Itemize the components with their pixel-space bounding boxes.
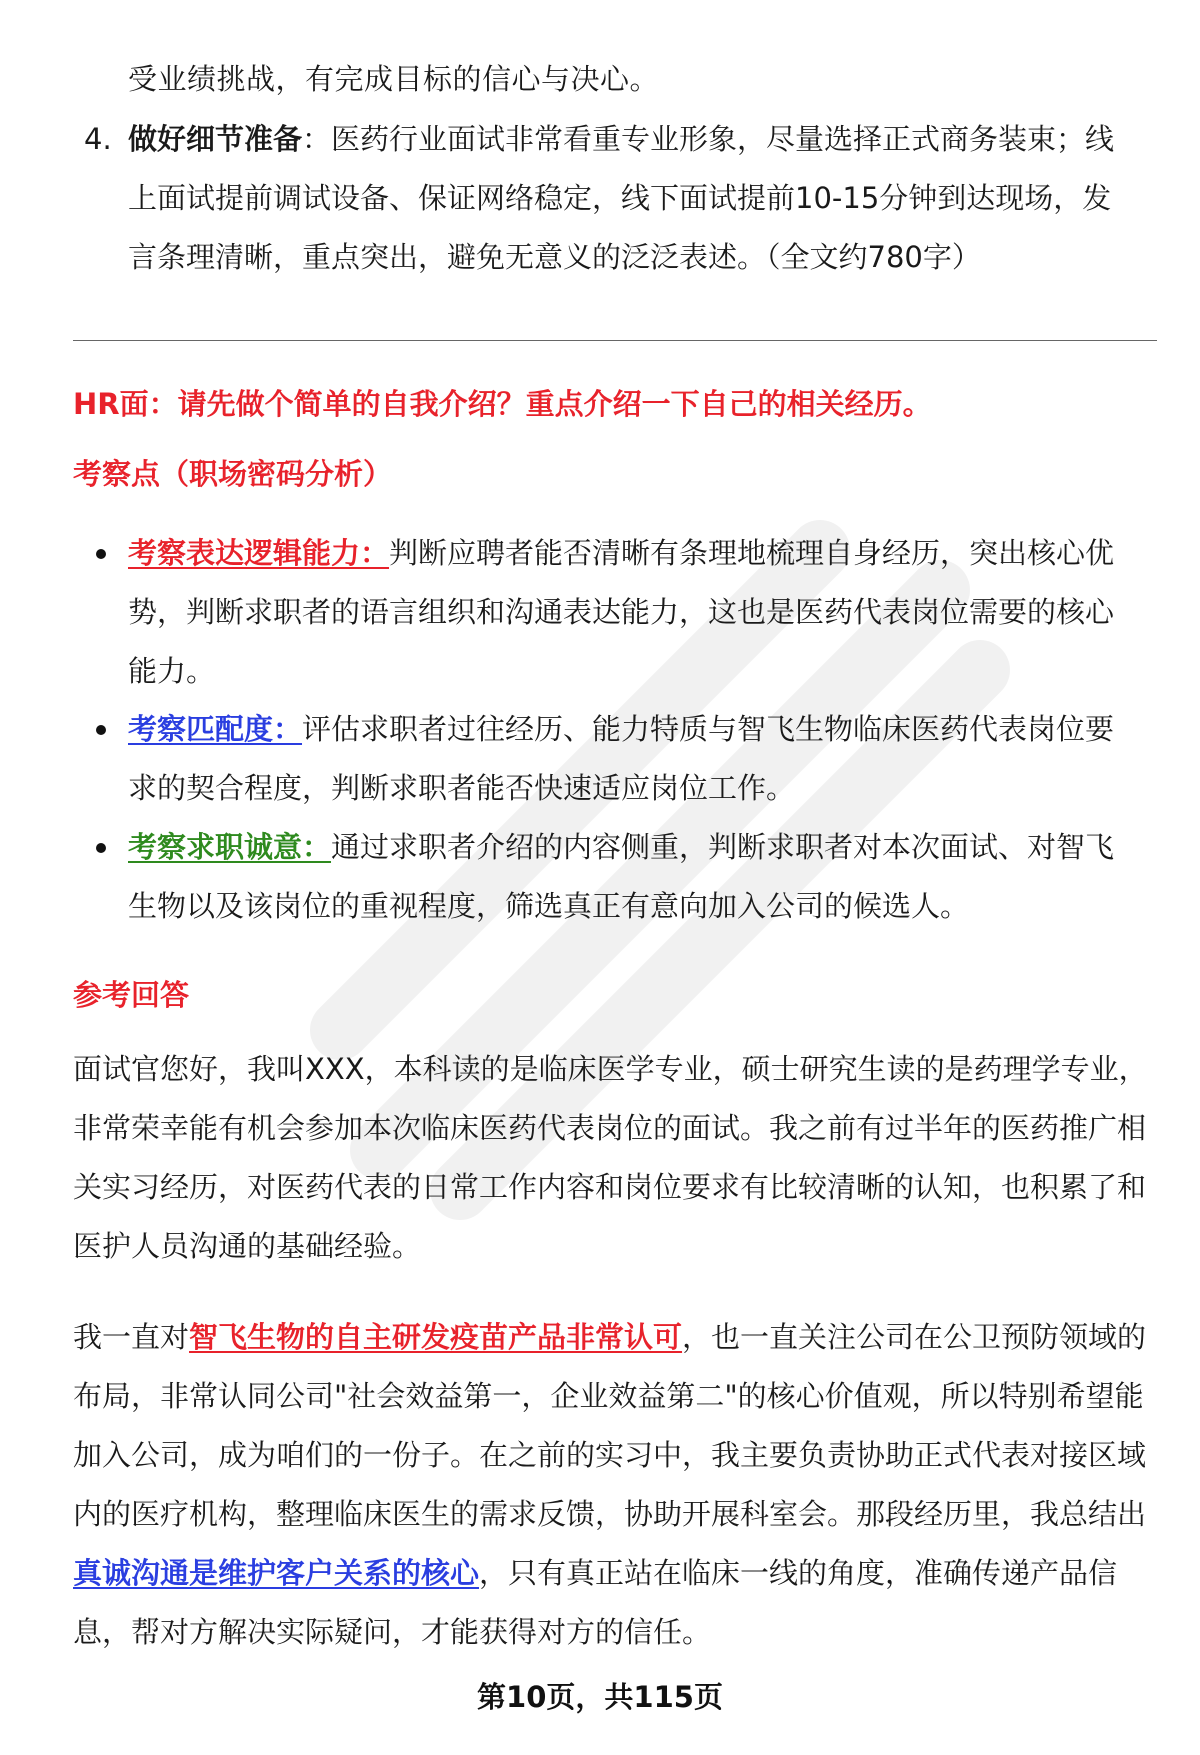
bullet-label: 考察匹配度：	[128, 712, 303, 746]
bullet-body	[128, 818, 1138, 936]
bullet-icon	[96, 549, 106, 559]
bullet-label: 考察表达逻辑能力：	[128, 536, 390, 570]
highlight-text: 真诚沟通是维护客户关系的核心	[73, 1556, 480, 1590]
paragraph-text: ，也一直关注公司在公卫预防领域的布局，非常认同公司"社会效益第一，企业效益第二"的核心价值观，所以特别希望能加入公司，成为咱们的一份子。在之前的实习中，我主要负责协助正式代表对接区域内的医疗机构，整理临床医生的需求反馈，协助开展科室会。那段经历里，我总结出	[73, 1320, 1147, 1531]
bullet-text: 判断应聘者能否清晰有条理地梳理自身经历，突出核心优势，判断求职者的语言组织和沟通表达能力，这也是医药代表岗位需要的核心能力。	[128, 536, 1115, 688]
list-item-4	[84, 110, 1144, 287]
answer-paragraph-2	[73, 1308, 1153, 1662]
bullet-label: 考察求职诚意：	[128, 830, 332, 864]
answer-title: 参考回答	[73, 978, 190, 1012]
question-title: HR面：请先做个简单的自我介绍？重点介绍一下自己的相关经历。	[73, 387, 932, 421]
bullet-icon	[96, 725, 106, 735]
analysis-bullet-1	[84, 524, 1144, 701]
bullet-body	[128, 700, 1138, 818]
list-item-label: 做好细节准备	[128, 122, 303, 156]
highlight-text: 智飞生物的自主研发疫苗产品非常认可	[189, 1320, 683, 1354]
page-number: 第10页，共115页	[477, 1680, 723, 1714]
bullet-icon	[96, 843, 106, 853]
list-number: 4.	[84, 122, 112, 156]
section-divider	[73, 340, 1157, 341]
analysis-title: 考察点（职场密码分析）	[73, 457, 393, 491]
answer-paragraph-1: 面试官您好，我叫XXX，本科读的是临床医学专业，硕士研究生读的是药理学专业，非常荣幸能有机会参加本次临床医药代表岗位的面试。我之前有过半年的医药推广相关实习经历，对医药代表的日常工作内容和岗位要求有比较清晰的认知，也积累了和医护人员沟通的基础经验。	[73, 1052, 1148, 1263]
bullet-text: 通过求职者介绍的内容侧重，判断求职者对本次面试、对智飞生物以及该岗位的重视程度，筛选真正有意向加入公司的候选人。	[128, 830, 1115, 923]
bullet-text: 评估求职者过往经历、能力特质与智飞生物临床医药代表岗位要求的契合程度，判断求职者能否快速适应岗位工作。	[128, 712, 1115, 805]
list-item-body	[128, 110, 1138, 287]
analysis-bullet-3	[84, 818, 1144, 936]
bullet-body	[128, 524, 1138, 701]
paragraph-text: 我一直对	[73, 1320, 190, 1354]
paragraph-text: ，只有真正站在临床一线的角度，准确传递产品信息，帮对方解决实际疑问，才能获得对方的信任。	[73, 1556, 1118, 1649]
continuation-text: 受业绩挑战，有完成目标的信心与决心。	[128, 62, 660, 96]
analysis-bullet-2	[84, 700, 1144, 818]
list-item-text: ：医药行业面试非常看重专业形象，尽量选择正式商务装束；线上面试提前调试设备、保证网络稳定，线下面试提前10-15分钟到达现场，发言条理清晰，重点突出，避免无意义的泛泛表述。（全文约780字）	[128, 122, 1115, 274]
